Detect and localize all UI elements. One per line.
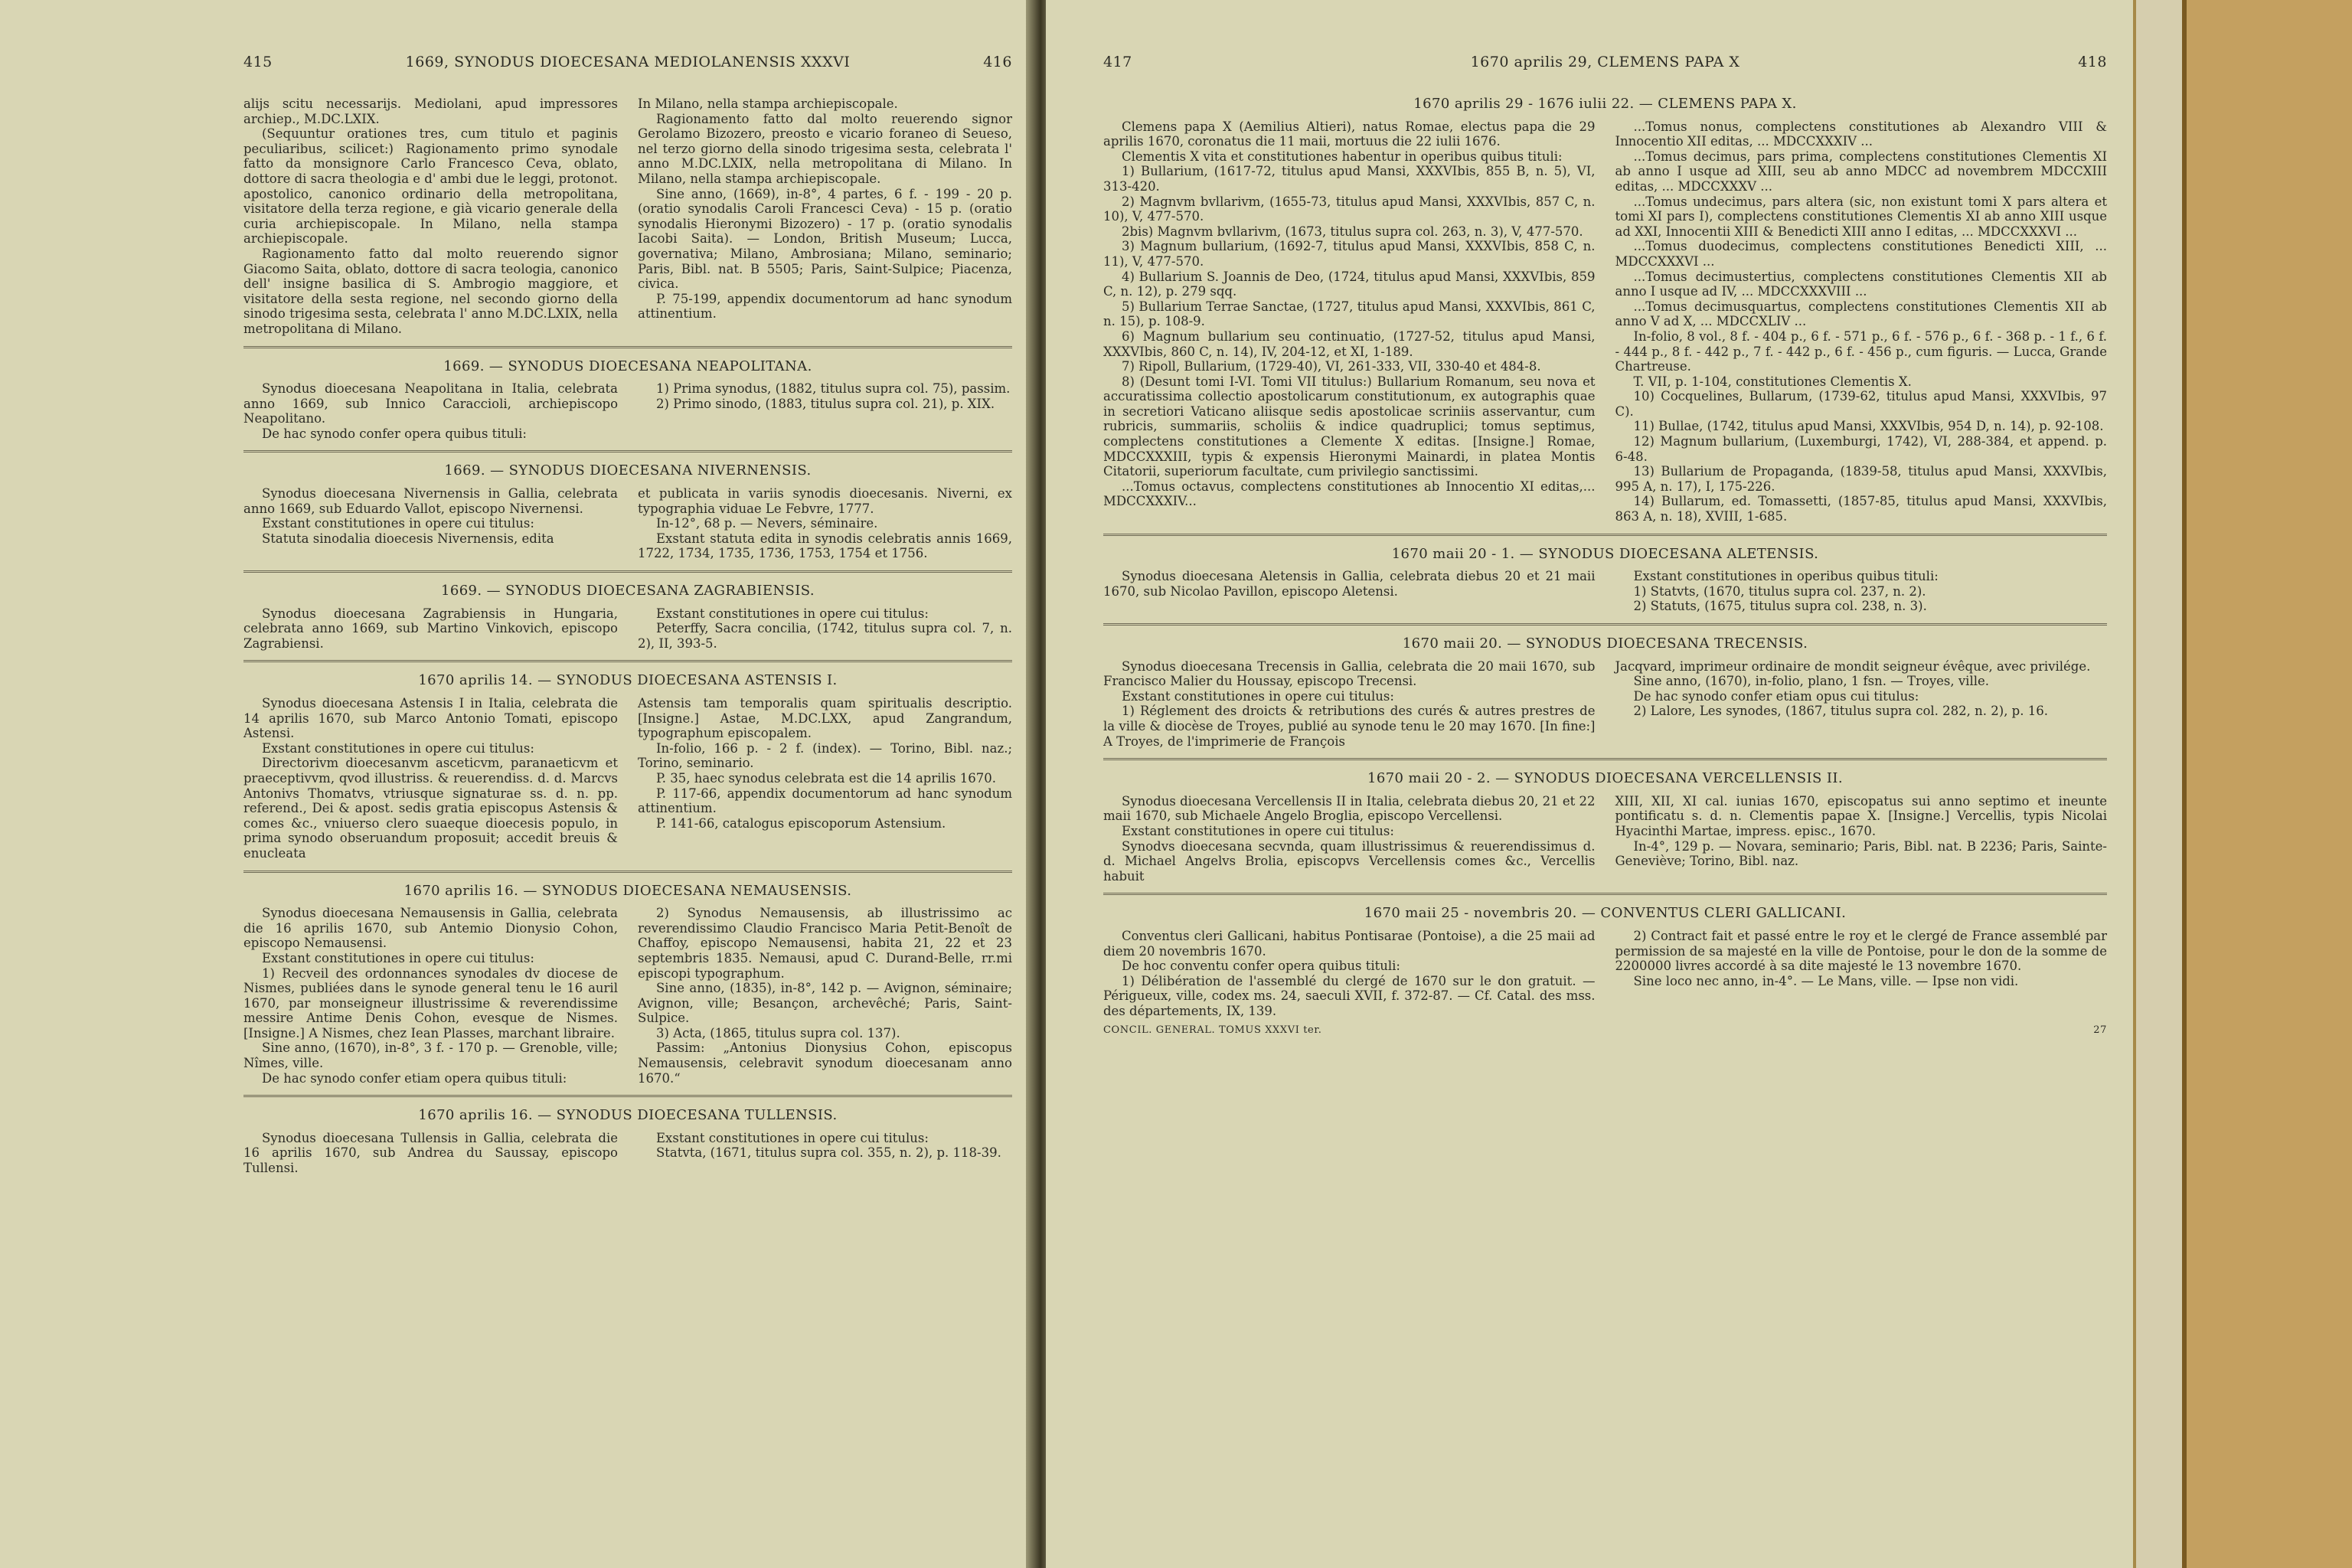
running-title: 1669, SYNODUS DIOECESANA MEDIOLANENSIS XXXVI: [405, 54, 851, 70]
book-cover: [2187, 0, 2352, 1568]
entry-trecensis: [1103, 636, 2107, 749]
paragraph: ...Tomus octavus, complectens constitutiones ab Innocentio XI editas,... MDCCXXXIV...: [1103, 479, 1596, 509]
column-left: [1103, 929, 1596, 1019]
entry-zagrabiensis: [243, 583, 1012, 651]
paragraph: Sine loco nec anno, in-4°. — Le Mans, ville. — Ipse non vidi.: [1633, 973, 2019, 988]
column-right: [638, 96, 1012, 337]
paragraph: De hoc conventu confer opera quibus tituli:: [1122, 959, 1400, 974]
column-right: [638, 486, 1012, 561]
entry-aletensis: [1103, 547, 2107, 614]
paragraph: 1) Réglement des droicts & retributions des curés & autres prestres de la ville & diocèse de Troyes, publié au synode tenu le 20 may 1670. [In fine:] A Troyes, de l'imprimerie de François: [1103, 704, 1596, 749]
column-right: [1615, 929, 2108, 1019]
column-left: [1103, 659, 1596, 750]
paragraph: ...Tomus decimustertius, complectens constitutiones Clementis XII ab anno I usque ad IV, ... MDCCXXXVIII ...: [1615, 269, 2107, 299]
entry-mediolanensis-continued: [243, 96, 1012, 337]
divider: [243, 660, 1012, 662]
paragraph: Clemens papa X (Aemilius Altieri), natus Romae, electus papa die 29 aprilis 1670, coronatus die 11 maii, mortuus die 22 iulii 1676.: [1103, 119, 1596, 149]
entry-nivernensis: [243, 463, 1012, 561]
divider: [243, 570, 1012, 573]
paragraph: 1) Statvts, (1670, titulus supra col. 237, n. 2).: [1633, 583, 1926, 599]
paragraph: 2) Synodus Nemausensis, ab illustrissimo ac reverendissimo Claudio Francisco Maria Petit-Benoît de Chaffoy, episcopo Nemausensi, habita 21, 22 et 23 septembris 1835. Nemausi, apud C. Durand-Belle, rr.mi episcopi typographum.: [638, 906, 1012, 981]
entry-astensis: [243, 673, 1012, 861]
paragraph: ...Tomus duodecimus, complectens constitutiones Benedicti XIII, ... MDCCXXXVI ...: [1615, 239, 2107, 269]
paragraph: In-4°, 129 p. — Novara, seminario; Paris, Bibl. nat. B 2236; Paris, Sainte-Geneviève; Torino, Bibl. naz.: [1615, 838, 2107, 869]
paragraph: T. VII, p. 1-104, constitutiones Clementis X.: [1633, 374, 1912, 389]
paragraph: Exstant constitutiones in opere cui titulus:: [262, 516, 534, 531]
column-left: [243, 696, 618, 861]
paragraph: Ragionamento fatto dal molto reuerendo signor Gerolamo Bizozero, preosto e vicario foraneo di Seueso, nel terzo giorno della sinodo trigesima sesta, celebrata l' anno M.DC.LXIX, nella metropolitana di Milano. In Milano, nella stampa archiepiscopale.: [638, 111, 1012, 186]
paragraph: P. 35, haec synodus celebrata est die 14 aprilis 1670.: [656, 770, 997, 786]
column-left: [243, 486, 618, 561]
paragraph: Jacqvard, imprimeur ordinaire de mondit seigneur évêque, avec privilége.: [1615, 658, 2091, 674]
column-left: [243, 1131, 618, 1176]
paragraph: 4) Bullarium S. Joannis de Deo, (1724, titulus apud Mansi, XXXVIbis, 859 C, n. 12), p. 279 sqq.: [1103, 269, 1596, 299]
column-right: [1615, 119, 2108, 524]
column-right: [638, 696, 1012, 861]
column-left: [243, 96, 618, 337]
paragraph: In-12°, 68 p. — Nevers, séminaire.: [656, 516, 878, 531]
paragraph: 13) Bullarium de Propaganda, (1839-58, titulus apud Mansi, XXXVIbis, 995 A, n. 17), I, 175-226.: [1615, 464, 2107, 494]
paragraph: Sine anno, (1670), in-folio, plano, 1 fsn. — Troyes, ville.: [1633, 674, 1990, 689]
running-head-right: [1103, 54, 2107, 70]
column-right: [1615, 794, 2108, 884]
paragraph: 10) Cocquelines, Bullarum, (1739-62, titulus apud Mansi, XXXVIbis, 97 C).: [1615, 389, 2107, 419]
column-right: [638, 606, 1012, 652]
paragraph: 1) Recveil des ordonnances synodales dv diocese de Nismes, publiées dans le synode general tenu le 16 auril 1670, par monseigneur illustrissime & reverendissime messire Antime Denis Cohon, evesque de Nismes. [Insigne.] A Nismes, chez Iean Plasses, marchant libraire.: [243, 965, 618, 1040]
paragraph: Synodus dioecesana Nemausensis in Gallia, celebrata die 16 aprilis 1670, sub Antemio Dionysio Cohon, episcopo Nemausensi.: [243, 906, 618, 951]
divider: [1103, 623, 2107, 626]
paragraph: ...Tomus decimus, pars prima, complectens constitutiones Clementis XI ab anno I usque ad XIII, seu ab anno MDCC ad novembrem MDCCXIII editas, ... MDCCXXXV ...: [1615, 149, 2107, 194]
paragraph: Sine anno, (1670), in-8°, 3 f. - 170 p. — Grenoble, ville; Nîmes, ville.: [243, 1040, 618, 1071]
page-number: 415: [243, 54, 273, 70]
column-right: [1615, 569, 2108, 614]
page-edge: [2133, 0, 2187, 1568]
paragraph: Exstant constitutiones in operibus quibus tituli:: [1633, 569, 1939, 584]
running-title: 1670 aprilis 29, CLEMENS PAPA X: [1470, 54, 1740, 70]
entry-title: 1670 aprilis 14. — SYNODUS DIOECESANA ASTENSIS I.: [418, 672, 838, 689]
paragraph: Sine anno, (1835), in-8°, 142 p. — Avignon, séminaire; Avignon, ville; Besançon, archevêché; Paris, Saint-Sulpice.: [638, 981, 1012, 1026]
paragraph: Exstant constitutiones in opere cui titulus:: [262, 740, 534, 756]
entry-title: 1669. — SYNODUS DIOECESANA NIVERNENSIS.: [444, 462, 812, 479]
paragraph: XIII, XII, XI cal. iunias 1670, episcopatus sui anno septimo et ineunte pontificatu s. d. n. Clementis papae X. [Insigne.] Vercellis, typis Nicolai Hyacinthi Martae, impress. episc., 1670.: [1615, 793, 2107, 838]
paragraph: Synodus dioecesana Nivernensis in Gallia, celebrata anno 1669, sub Eduardo Vallot, episcopo Nivernensi.: [243, 486, 618, 516]
paragraph: 5) Bullarium Terrae Sanctae, (1727, titulus apud Mansi, XXXVIbis, 861 C, n. 15), p. 108-9.: [1103, 299, 1596, 329]
divider: [243, 871, 1012, 873]
paragraph: Exstant statuta edita in synodis celebratis annis 1669, 1722, 1734, 1735, 1736, 1753, 1754 et 1756.: [638, 531, 1012, 561]
paragraph: De hac synodo confer opera quibus tituli:: [262, 426, 527, 441]
paragraph: 2) Magnvm bvllarivm, (1655-73, titulus apud Mansi, XXXVIbis, 857 C, n. 10), V, 477-570.: [1103, 194, 1596, 224]
paragraph: 8) (Desunt tomi I-VI. Tomi VII titulus:) Bullarium Romanum, seu nova et accuratissima collectio apostolicarum constitutionum, ex autographis quae in secretiori Vaticano aliisque sedis apostolicae scriniis asservantur, cum rubricis, summariis, scholiis & indice quadruplici; tomus septimus, complectens constitutiones a Clemente X editas. [Insigne.] Romae, MDCCXXXIII, typis & expensis Hieronymi Mainardi, in platea Montis Citatorii, superiorum facultate, cum privilegio sanctissimi.: [1103, 374, 1596, 479]
entry-title: 1669. — SYNODUS DIOECESANA NEAPOLITANA.: [443, 358, 812, 374]
entry-title: 1670 maii 25 - novembris 20. — CONVENTUS CLERI GALLICANI.: [1364, 905, 1847, 922]
entry-title: 1670 maii 20 - 2. — SYNODUS DIOECESANA VERCELLENSIS II.: [1367, 770, 1843, 787]
column-right: [1615, 659, 2108, 750]
paragraph: 2) Contract fait et passé entre le roy et le clergé de France assemblé par permission de sa majesté en la ville de Pontoise, pour le don de la somme de 2200000 livres accordé à sa dite majesté le 13 novembre 1670.: [1615, 928, 2107, 974]
paragraph: Clementis X vita et constitutiones habentur in operibus quibus tituli:: [1122, 149, 1563, 164]
entry-title: 1670 maii 20 - 1. — SYNODUS DIOECESANA ALETENSIS.: [1391, 545, 1819, 562]
paragraph: Passim: „Antonius Dionysius Cohon, episcopus Nemausensis, celebravit synodum dioecesanam anno 1670.“: [638, 1040, 1012, 1086]
column-left: [1103, 119, 1596, 524]
paragraph: Exstant constitutiones in opere cui titulus:: [1122, 823, 1394, 838]
entry-tullensis: [243, 1108, 1012, 1175]
paragraph: Synodus dioecesana Tullensis in Gallia, celebrata die 16 aprilis 1670, sub Andrea du Saussay, episcopo Tullensi.: [243, 1130, 618, 1176]
entry-title: 1670 aprilis 16. — SYNODUS DIOECESANA NEMAUSENSIS.: [403, 882, 852, 899]
paragraph: Sine anno, (1669), in-8°, 4 partes, 6 f. - 199 - 20 p. (oratio synodalis Caroli Francesci Ceva) - 15 p. (oratio synodalis Hieronymi Bizozero) - 17 p. (oratio synodalis Iacobi Saita). — London, British Museum; Lucca, governativa; Milano, Ambrosiana; Milano, seminario; Paris, Bibl. nat. B 5505; Paris, Saint-Sulpice; Piacenza, civica.: [638, 186, 1012, 292]
paragraph: Exstant constitutiones in opere cui titulus:: [1122, 688, 1394, 704]
entry-title: 1670 maii 20. — SYNODUS DIOECESANA TRECENSIS.: [1402, 635, 1808, 652]
paragraph: P. 117-66, appendix documentorum ad hanc synodum attinentium.: [638, 786, 1012, 816]
entry-neapolitana: [243, 359, 1012, 442]
paragraph: 11) Bullae, (1742, titulus apud Mansi, XXXVIbis, 954 D, n. 14), p. 92-108.: [1633, 419, 2104, 434]
paragraph: (Sequuntur orationes tres, cum titulo et paginis peculiaribus, scilicet:) Ragionamento primo synodale fatto da monsignore Carlo Francesco Ceva, oblato, dottore di sacra theologia e d' ambi due le leggi, protonot. apostolico, canonico ordinario della metropolitana, visitatore della terza regione, e già vicario generale della curia archiepiscopale. In Milano, nella stampa archiepiscopale.: [243, 126, 618, 247]
column-left: [243, 381, 618, 441]
paragraph: Directorivm dioecesanvm asceticvm, paranaeticvm et praeceptivvm, qvod illustriss. & reuerendiss. d. d. Marcvs Antonivs Thomatvs, vtriusque signaturae ss. d. n. pp. referend., Dei & apost. sedis gratia episcopus Astensis & comes &c., vniuerso clero suaeque dioecesis populo, in prima synodo obseruandum proposuit; accedit breuis & enucleata: [243, 756, 618, 861]
paragraph: Exstant constitutiones in opere cui titulus:: [262, 950, 534, 965]
entry-nemausensis: [243, 884, 1012, 1086]
column-left: [243, 906, 618, 1086]
page-number: 418: [2078, 54, 2107, 70]
divider: [243, 450, 1012, 452]
paragraph: 12) Magnum bullarium, (Luxemburgi, 1742), VI, 288-384, et append. p. 6-48.: [1615, 434, 2107, 464]
paragraph: ...Tomus undecimus, pars altera (sic, non existunt tomi X pars altera et tomi XI pars I), complectens constitutiones Clementis XI ab anno XIII usque ad XXI, Innocentii XIII & Benedicti XIII anno I editas, ... MDCCXXXVI ...: [1615, 194, 2107, 239]
paragraph: Synodus dioecesana Astensis I in Italia, celebrata die 14 aprilis 1670, sub Marco Antonio Tomati, episcopo Astensi.: [243, 696, 618, 741]
paragraph: Conventus cleri Gallicani, habitus Pontisarae (Pontoise), a die 25 maii ad diem 20 novembris 1670.: [1103, 928, 1596, 959]
paragraph: 7) Ripoll, Bullarium, (1729-40), VI, 261-333, VII, 330-40 et 484-8.: [1122, 359, 1541, 374]
page-footer: [1103, 1024, 2107, 1036]
paragraph: In Milano, nella stampa archiepiscopale.: [638, 96, 898, 111]
paragraph: 1) Bullarium, (1617-72, titulus apud Mansi, XXXVIbis, 855 B, n. 5), VI, 313-420.: [1103, 164, 1596, 194]
paragraph: 1) Délibération de l'assemblé du clergé de 1670 sur le don gratuit. — Périgueux, ville, codex ms. 24, saeculi XVII, f. 372-87. — Cf. Catal. des mss. des départements, IX, 139.: [1103, 973, 1596, 1018]
paragraph: Synodus dioecesana Zagrabiensis in Hungaria, celebrata anno 1669, sub Martino Vinkovich, episcopo Zagrabiensi.: [243, 606, 618, 651]
paragraph: et publicata in variis synodis dioecesanis. Niverni, ex typographia viduae Le Febvre, 1777.: [638, 486, 1012, 516]
paragraph: Exstant constitutiones in opere cui titulus:: [656, 606, 929, 621]
right-page: [1046, 0, 2133, 1568]
column-right: [638, 381, 1012, 441]
paragraph: Peterffy, Sacra concilia, (1742, titulus supra col. 7, n. 2), II, 393-5.: [638, 621, 1012, 651]
entry-vercellensis: [1103, 771, 2107, 884]
paragraph: Astensis tam temporalis quam spiritualis descriptio. [Insigne.] Astae, M.DC.LXX, apud Zangrandum, typographum episcopalem.: [638, 696, 1012, 741]
paragraph: De hac synodo confer etiam opera quibus tituli:: [262, 1070, 567, 1086]
column-left: [243, 606, 618, 652]
paragraph: 2) Statuts, (1675, titulus supra col. 238, n. 3).: [1633, 599, 1927, 614]
paragraph: ...Tomus nonus, complectens constitutiones ab Alexandro VIII & Innocentio XII editas, ... MDCCXXXIV ...: [1615, 119, 2107, 149]
divider: [243, 1095, 1012, 1097]
divider: [243, 346, 1012, 348]
sheet-number: 27: [2093, 1024, 2107, 1037]
page-number: 416: [983, 54, 1012, 70]
paragraph: 2) Lalore, Les synodes, (1867, titulus supra col. 282, n. 2), p. 16.: [1633, 704, 2048, 719]
entry-title: 1670 aprilis 29 - 1676 iulii 22. — CLEMENS PAPA X.: [1413, 96, 1797, 112]
column-right: [638, 1131, 1012, 1176]
divider: [1103, 534, 2107, 536]
paragraph: In-folio, 166 p. - 2 f. (index). — Torino, Bibl. naz.; Torino, seminario.: [638, 740, 1012, 771]
paragraph: 1) Prima synodus, (1882, titulus supra col. 75), passim.: [656, 381, 1011, 397]
paragraph: 14) Bullarum, ed. Tomassetti, (1857-85, titulus apud Mansi, XXXVIbis, 863 A, n. 18), XVIII, 1-685.: [1615, 494, 2107, 524]
paragraph: P. 75-199, appendix documentorum ad hanc synodum attinentium.: [638, 291, 1012, 322]
paragraph: De hac synodo confer etiam opus cui titulus:: [1633, 688, 1919, 704]
paragraph: ...Tomus decimusquartus, complectens constitutiones Clementis XII ab anno V ad X, ... MDCCXLIV ...: [1615, 299, 2107, 329]
paragraph: Statuta sinodalia dioecesis Nivernensis, edita: [262, 531, 554, 546]
paragraph: Synodus dioecesana Vercellensis II in Italia, celebrata diebus 20, 21 et 22 maii 1670, sub Michaele Angelo Broglia, episcopo Vercellensi.: [1103, 793, 1596, 824]
signature-mark: CONCIL. GENERAL. TOMUS XXXVI ter.: [1103, 1024, 1322, 1037]
paragraph: Synodus dioecesana Trecensis in Gallia, celebrata die 20 maii 1670, sub Francisco Malier du Houssay, episcopo Trecensi.: [1103, 658, 1596, 689]
paragraph: 3) Magnum bullarium, (1692-7, titulus apud Mansi, XXXVIbis, 858 C, n. 11), V, 477-570.: [1103, 239, 1596, 269]
paragraph: Synodvs dioecesana secvnda, quam illustrissimus & reuerendissimus d. d. Michael Angelvs Brolia, episcopvs Vercellensis comes &c., Vercellis habuit: [1103, 838, 1596, 884]
entry-title: 1670 aprilis 16. — SYNODUS DIOECESANA TULLENSIS.: [418, 1107, 838, 1124]
page-number: 417: [1103, 54, 1132, 70]
paragraph: 2bis) Magnvm bvllarivm, (1673, titulus supra col. 263, n. 3), V, 477-570.: [1122, 224, 1583, 239]
divider: [1103, 893, 2107, 895]
paragraph: 6) Magnum bullarium seu continuatio, (1727-52, titulus apud Mansi, XXXVIbis, 860 C, n. 14), IV, 204-12, et XI, 1-189.: [1103, 328, 1596, 359]
entry-conventus-cleri: [1103, 906, 2107, 1018]
paragraph: Statvta, (1671, titulus supra col. 355, n. 2), p. 118-39.: [656, 1145, 1001, 1161]
paragraph: Synodus dioecesana Aletensis in Gallia, celebrata diebus 20 et 21 maii 1670, sub Nicolao Pavillon, episcopo Aletensi.: [1103, 569, 1596, 599]
paragraph: P. 141-66, catalogus episcoporum Astensium.: [656, 815, 946, 831]
paragraph: In-folio, 8 vol., 8 f. - 404 p., 6 f. - 571 p., 6 f. - 576 p., 6 f. - 368 p. - 1 f., 6 f. - 444 p., 8 f. - 442 p., 7 f. - 442 p., 6 f. - 456 p., cum figuris. — Lucca, Grande Chartreuse.: [1615, 328, 2107, 374]
left-page: [0, 0, 1034, 1568]
paragraph: Ragionamento fatto dal molto reuerendo signor Giacomo Saita, oblato, dottore di sacra teologia, canonico dell' insigne basilica di S. Ambrogio maggiore, et visitatore della sesta regione, nel secondo giorno della sinodo trigesima sesta, celebrata l' anno M.DC.LXIX, nella metropolitana di Milano.: [243, 246, 618, 336]
entry-title: 1669. — SYNODUS DIOECESANA ZAGRABIENSIS.: [440, 583, 815, 599]
paragraph: 2) Primo sinodo, (1883, titulus supra col. 21), p. XIX.: [656, 396, 995, 411]
column-right: [638, 906, 1012, 1086]
entry-clemens-papa-x: [1103, 96, 2107, 524]
column-left: [1103, 569, 1596, 614]
paragraph: 3) Acta, (1865, titulus supra col. 137).: [656, 1025, 900, 1040]
paragraph: alijs scitu necessarijs. Mediolani, apud impressores archiep., M.DC.LXIX.: [243, 96, 618, 126]
divider: [1103, 758, 2107, 760]
column-left: [1103, 794, 1596, 884]
paragraph: Synodus dioecesana Neapolitana in Italia, celebrata anno 1669, sub Innico Caraccioli, archiepiscopo Neapolitano.: [243, 381, 618, 426]
paragraph: Exstant constitutiones in opere cui titulus:: [656, 1130, 929, 1145]
running-head-left: [243, 54, 1012, 70]
